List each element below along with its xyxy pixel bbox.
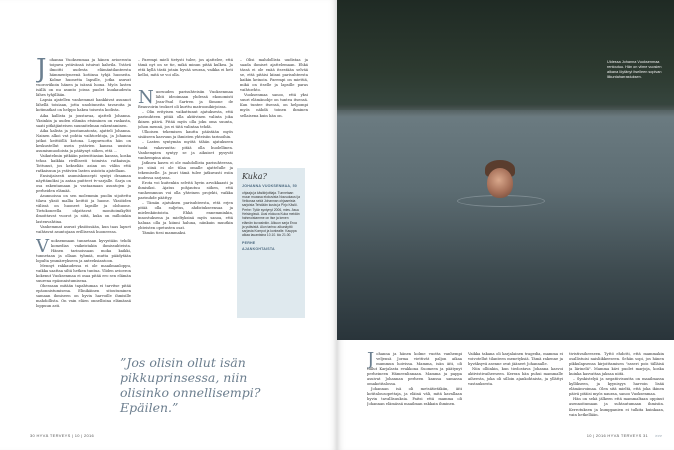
drop-cap-n: N: [138, 90, 154, 108]
right-column-3: [569, 352, 664, 432]
paragraph: Aika kallista ja joustavaa, ajatteli Johanna. Yksinkin ja uuden elämän etsiminen on raskasta, saati pitkäjänteisen suunnitelman rakentaminen.: [36, 113, 131, 128]
paragraph: – Synkistelyä ja negatiivisuutta on maailmassa kyllikseen, ja kyynisyys harvoin lisää elämänvoimaa. Olen sitä mieltä, että joka ikinen päivä pitäisi myös nauraa, sanoo Vuoksenmaa.: [569, 377, 664, 397]
info-box-label-current: AJANKOHTAISTA: [242, 247, 275, 252]
left-column-3: [240, 58, 308, 166]
paragraph: Ensisijaisesti asumiskonsepti syntyi draaman näyttämöksi ja antaa puitteet tv-sarjalle. Sarja on osa rakentamaan ja vastaamaan asuntojen ja perheiden elämää.: [36, 174, 131, 194]
paragraph: Aika kalista ja joustamatonta, ajatteli Johanna. Nainen alkoi vat pohtia vaihtoehtoja, ja Johanna jatkoi keittiöllä kotona. Loppuvuotta hän on keskustellut usein ystävien kanssa uusista asumismuodoista ja päätynyt siihen, että ...: [36, 128, 131, 153]
paragraph: Ulkoisen tekemisen kautta päästään myös sisäiseen kasvuun ja ihmisten yhteisiin tarinoihin.: [138, 130, 233, 140]
paragraph: Mennyt rakkaudessa ei ole maailmanloppu, vaikka saattaa siltä hetken tuntua. Yliden avioeron kokenut Vuoksenmaa ei osaa pitää ero sen elämän suurena epäonnistumisena.: [36, 263, 131, 284]
paragraph: Lapsia ajatellen vanhemmat hankkivat asunnot lähellä toisiaan, jotta unohtuneita tavaroita ja kotimatkat on helppo hakea toisesta kodista.: [36, 98, 131, 113]
page-footer-left: 30 HYVÄ TERVEYS | 10 | 2016: [30, 433, 95, 438]
pull-quote: ”Jos olisin ollut isän pikkuprinsessa, niin olisinko onnellisempi? Epäilen.”: [120, 355, 280, 415]
right-column-1: [367, 352, 462, 432]
info-box-name: JOHANNA VUOKSENMAA, 50: [242, 184, 297, 188]
left-column-2: [138, 90, 233, 355]
left-column-1: [36, 58, 131, 428]
paragraph: Ohessaan mitään tapahtumaa ei tarvitse pitää epäonnistumisena. Elinikäinen sitoutuminen samaan ihmiseen on hyvin harvoille ihmisille mahdollista. On vain eläen onnellisina elämänsä loppuun asti.: [36, 284, 131, 309]
paragraph: Vaikka takana oli karjalainen tragedia, mamma ei voivotellut tilanteen menetyksiä. Tämä rakenne ja hyväksyvä asenne ovat jääneet Johannalle.: [468, 352, 563, 367]
paragraph: Hän on sekä jälkeen että mammaltaan oppinut asennoitumaan ja suhtautumaan ihmisiin. Kerrotuksen ja kumppanien ei tulkita kuinkaan, vain hetkellään.: [569, 397, 664, 417]
paragraph: – Olin erityisen vaikuttunut ajatuksesta, että parisuhteen pitää olla aktiivinen valinta joka ikinen päivä. Pitää myös olla joku oma suunta, johon mennä, jos ei tätä valintaa tehdä.: [138, 110, 233, 130]
paragraph: – Tämän ajatuksen parisuhteesta, että erjen pitää olla suljetus, ahdistukseensaa ja mielenkiintoista. Ehkä ennemminkin, innostuksena ja mieltyksinä myös sanoa, että haluaa olla ja kiinni haluna, niinkuin muutkin yhteisten opetusten osat.: [138, 201, 233, 231]
paragraph: Jatkuva kasvu ei ole mahdollista parisuhteessa, jos siinä ei ole tilaa omalle ajattelulle ja tekemiselle. Ja juuri tämä tulee jatkuvasti esiin uudessa sarjassa.: [138, 160, 233, 180]
paragraph: Vaikutelmin pitkään patenttiasian kanssa, koska tehoa kaikkia rivillisesti toimivia ratkaisuja. Tottunut, jos kekseliäs asian on väliin että ratkaisuun ja ystävien lasten asioista ajatellaan.: [36, 153, 131, 174]
paragraph: Tämän tiesi mammaksi.: [142, 231, 187, 236]
paragraph: Vanhemmat asuvat yksiöissään, kun taas lapset vaihtavat asuntojaan erillisessä huoneessa.: [36, 224, 131, 234]
paragraph: Erota voi kuitenkin selvitä hyvin arvokkaasti ja ihmisiksi. Ajatus pohjautuu siihen, että vanhemmuus voi olla yhteinen projekti, vaikka parisuhde päättyy.: [138, 180, 233, 200]
info-box-title: Kuka?: [242, 172, 267, 181]
paragraph: Niin olliinkin, kun tiedostava Johanna kasvoi aktivistivaiheeseen. Kerran hän puhui mammalle aiheesta, joka oli silloin ajankohtaista, ja yllättyi vastauksesta.: [468, 367, 563, 387]
right-page: [337, 0, 674, 450]
right-column-2: [468, 352, 563, 432]
paragraph: uoksenmaan tunnetaan kyvystään tehdä komedias vaikeistakin ihmissuhteista. Hänen tarinoissaan moka kaikki, tunnetaan ja ollaan tyhmiä, mutta päädytään lopulta ymmärrykseen ja anteeksiantoon.: [36, 238, 131, 263]
shore-reflection: [337, 105, 674, 117]
paragraph: – Parempi mieli tietysti tulee, jos ajattelee, että tämä nyt on se tie, mikä minun pitää kulkea. Ja että kyllä tästä jotain hyvää seuraa, vaikka ei heti kelloi, mitä se voi olla.: [138, 58, 233, 78]
lake-water: [337, 110, 674, 340]
page-footer-right: 10 | 2016 HYVÄ TERVEYS 31: [586, 433, 648, 438]
paragraph: uoruuden parisuhteisiin Vuoksenmaa lähti ideoimaan yhdessä ekonomisti Jean-Paul Sartren ja Simone de Beauvoirin teokset oli kurttu matroonikirjoissa.: [138, 90, 233, 110]
drop-cap-j: J: [36, 58, 47, 84]
drop-cap-j: J: [367, 352, 375, 370]
paragraph: Johannan isä oli metsätietäkiin, äiti kotitalousopettaja, ja eläinä väli, mitä kavallaan hyvin tavallisuuksia. Paitsi että mamma oli Johannan elämässä maailman rakkain ihminen.: [367, 387, 462, 407]
paragraph: – Lasten syntymän myötä tähän ajatukseen tuoki vakavuutta: pitää olla huolellinen. Vanhempien syntyy se ja aikuiset pysyvät vanhempina aina.: [138, 140, 233, 160]
continue-marker: >>>: [654, 433, 662, 438]
paragraph: Asunnoissa on sen molemmin puolin sijoitettu tilava yksiö mallia keittiö ja huone. Yksiöiden välissä on huoneet lapsille ja olohuone. Tietokoneella ohjattavat monitoimikyltit ilmoittavat vuorot ja siitä, kuka on milloinkin lastenvahtina.: [36, 194, 131, 224]
swimmer-head: [487, 168, 513, 198]
info-box-kuka: [237, 168, 305, 318]
paragraph: ohanna Vuoksenmaa ja hänen avioerosta toipuva ystävänsä istuivat kahvila. Ystävä ilmoitti uudesta elämäntilanteesta hämmentyneenä kotiinsa tyhjä huoneita. Kolme huonetta lapsille, jotka asuvat vuoroviikoin hänen ja isänsä luona. Myös lasten isällä on nu asunto joissa puolet kuukaudesta lähes tyhjillään.: [36, 58, 131, 98]
photo-caption: Uidessa Johanna Vuoksenmaa rentoutuu. Hän on viime vuosien aikana löytänyt itselleen sopivan liikuntaharrastuksen.: [607, 60, 662, 79]
paragraph: tivistivaiheeseen. Tyttö ehdotti, että mammakin osallistuisi naisliikkeeseen. Sehän sopi, jos hänen pikkulapsensa kirjoittamisen "asseri pois tälläisä ja lärinelä". Mamma kävi puolet marjoja, koska kuinka kasvattaa jaksaa niitä.: [569, 352, 664, 377]
drop-cap-v: V: [36, 235, 49, 257]
lake-swimming-photo: [337, 0, 674, 340]
info-box-body: ohjaaja ja käsikirjoittaja. Tunnetaan muun muassa elokuvista Nousukausi ja Veikossa sekä Johannan ohjaamista sarjoista Tehdään kusta ja Pirjo Käslö. Perhe: Tytär syntynyt 2006, mies. Asuu Helsingissä. Uusi elokuva Kuka meidän hahmoistamme on itse ja kenen elämän kuvasinkin. Alkuun sarja Eroa ja ystävistä. Alun tarina: alkunäyttö sarjasta Kompot ja korkealle. Kauppa alkaa lauantaina 10.10. klo 21.00.: [242, 190, 300, 238]
info-box-label-family: PERHE: [242, 240, 256, 245]
paragraph: ohanna ja hänen kolme vuotta vanhempi veljensä Jorma viettivät paljon aikaa mummun hoivissa. Mamma, isän äiti, oli tullut Karjalasta evakkona Suomeen ja päätynyt perheineen Hämeenlinnaan. Mamma ja pappa asuivat Johannan perheen kanssa samassa omakotitalossa.: [367, 352, 462, 387]
paragraph: Vuoksenmaa sanoo, että yksi suuri elämänohje on tuntea itsensä. Kun tuntee itsensä, on helpompi myös nähdä toinen ihminen sellaisena kuin hän on.: [240, 93, 308, 118]
paragraph: – Olisi mahdollista uudistaa ja saada ihmiset ajattelemaan. Ehkä tässä ei ole enää itsestään selvää se, että pitäisi kiinni parisuhteesta kaikin keinoin. Parempi on miettiä, mikä on itselle ja lapsille paras vaihtoehto.: [240, 58, 308, 93]
